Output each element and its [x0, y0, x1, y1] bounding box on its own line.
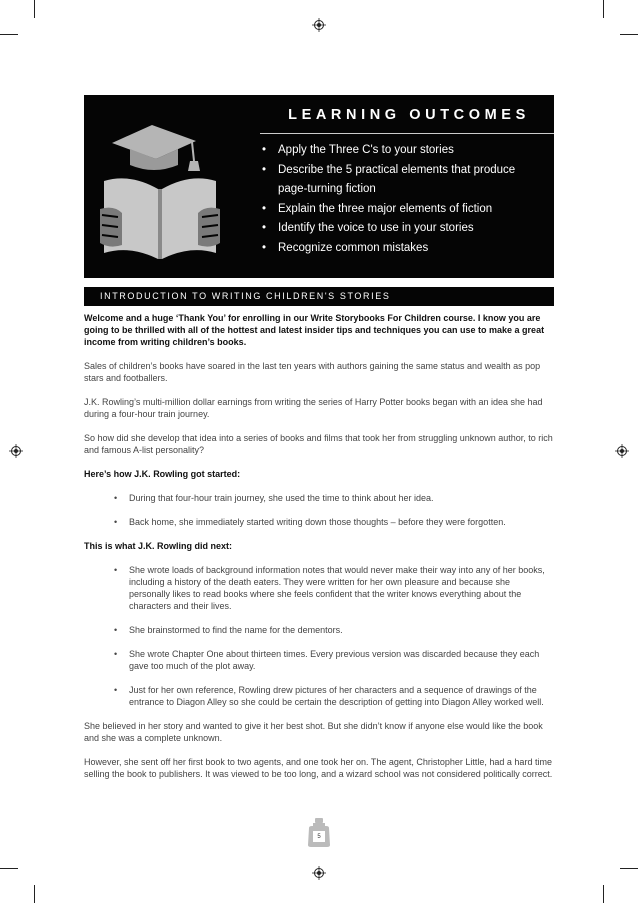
list-item: • Just for her own reference, Rowling drew pictures of her characters and a sequence of drawings of the entrance to Diagon Alley so she could be certain the description of getting into Diagon Alley worked well.: [114, 685, 544, 707]
crop-mark: [34, 0, 35, 18]
welcome-paragraph: Welcome and a huge ‘Thank You’ for enrolling in our Write Storybooks For Children course. I know you are going to be thrilled with all of the hottest and latest insider tips and techniques you can use to make a great income from writing children’s books.: [84, 313, 545, 347]
bullet-list: [84, 564, 554, 708]
crop-mark: [603, 885, 604, 903]
divider: [260, 133, 554, 134]
registration-mark-icon: [9, 444, 23, 458]
list-item: • Describe the 5 practical elements that produce page-turning fiction: [262, 163, 516, 195]
graduate-reading-book-icon: [100, 109, 220, 269]
subheading: This is what J.K. Rowling did next:: [84, 541, 233, 551]
paragraph: Sales of children’s books have soared in the last ten years with authors gaining the same status and wealth as pop stars and footballers.: [84, 361, 541, 383]
registration-mark-icon: [312, 866, 326, 880]
crop-mark: [34, 885, 35, 903]
list-item: • During that four-hour train journey, she used the time to think about her idea.: [114, 493, 434, 503]
section-heading-bar: [84, 287, 554, 306]
list-item: • She wrote Chapter One about thirteen times. Every previous version was discarded because they each gave too much of the plot away.: [114, 649, 540, 671]
paragraph: J.K. Rowling’s multi-million dollar earnings from writing the series of Harry Potter books began with an idea she had during a four-hour train journey.: [84, 397, 543, 419]
page-number: 5: [317, 834, 321, 840]
paragraph: So how did she develop that idea into a series of books and films that took her from struggling unknown author, to rich and famous A-list personality?: [84, 433, 553, 455]
registration-mark-icon: [615, 444, 629, 458]
section-title: INTRODUCTION TO WRITING CHILDREN'S STORIES: [100, 291, 391, 301]
list-item: • She wrote loads of background information notes that would never make their way into any of her books, including a history of the death eaters. They were written for her own pleasure and because she personally likes to read books where she feels confident that the writer knows everything about the characters and their lives.: [114, 565, 545, 611]
list-item: • Apply the Three C's to your stories: [262, 144, 454, 156]
learning-outcomes-list: [258, 141, 528, 258]
list-item: • Back home, she immediately started writing down those thoughts – before they were forgotten.: [114, 517, 506, 527]
registration-mark-icon: [312, 18, 326, 32]
bullet-list: [84, 492, 554, 528]
list-item: • Recognize common mistakes: [262, 241, 429, 254]
ink-bottle-icon: [306, 818, 332, 848]
crop-mark: [0, 34, 18, 35]
body-content: [84, 312, 554, 792]
crop-mark: [603, 0, 604, 18]
paragraph: She believed in her story and wanted to give it her best shot. But she didn’t know if anyone else would like the book and she was a complete unknown.: [84, 721, 543, 743]
crop-mark: [0, 868, 18, 869]
subheading: Here’s how J.K. Rowling got started:: [84, 469, 241, 479]
crop-mark: [620, 868, 638, 869]
crop-mark: [620, 34, 638, 35]
list-item: • Identify the voice to use in your stories: [262, 222, 474, 234]
list-item: • She brainstormed to find the name for the dementors.: [114, 625, 343, 635]
learning-outcomes-banner: [84, 95, 554, 278]
paragraph: However, she sent off her first book to two agents, and one took her on. The agent, Christopher Little, had a hard time selling the book to publishers. It was viewed to be too long, and a wizard school was not considered politically correct.: [84, 757, 553, 779]
learning-outcomes-title: LEARNING OUTCOMES: [288, 107, 530, 123]
page-number-badge: [306, 818, 332, 848]
list-item: • Explain the three major elements of fiction: [262, 202, 493, 215]
